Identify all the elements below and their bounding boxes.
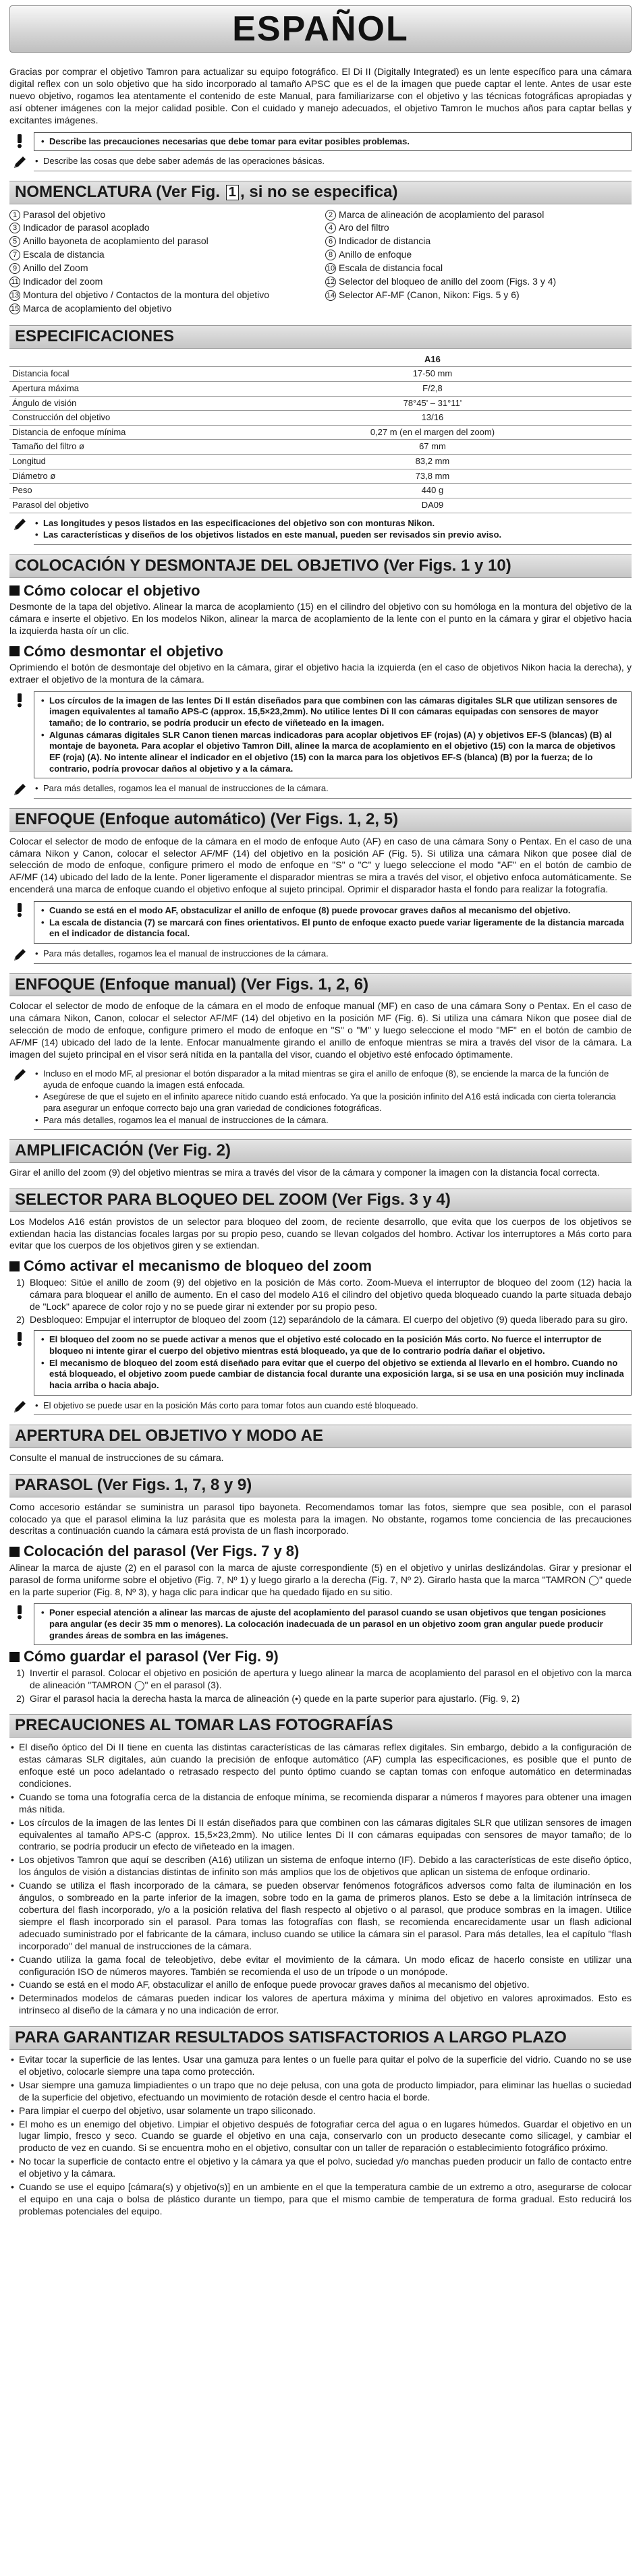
legend-operation-text: • Describe las cosas que debe saber además de las operaciones básicas. [34,156,632,167]
note-item: • Las longitudes y pesos listados en las especificaciones del objetivo son con monturas Nikon. [34,518,632,529]
detach-lens-text: Oprimiendo el botón de desmontaje del objetivo en la cámara, girar el objetivo hacia la izquierda (en el caso de objetivos Nikon hacia la derecha), y extraer el objetivo de la montura de la cámara. [9,662,632,685]
note-item: • Para más detalles, rogamos lea el manual de instrucciones de la cámara. [34,948,632,960]
table-row [9,396,632,411]
zoomlock-warning [9,1330,632,1395]
zoomlock-steps [16,1277,632,1327]
spec-value: 67 mm [233,440,632,455]
nomenclature-grid [9,208,632,316]
pencil-icon [9,781,30,797]
nomenclature-heading-post: , si no se especifica) [240,182,398,201]
aperture-text: Consulte el manual de instrucciones de su cámara. [9,1452,224,1463]
pencil-icon [9,154,30,170]
note-item: • Las características y diseños de los objetivos listados en este manual, pueden ser revisados sin previo aviso. [34,529,632,541]
section-hood-header: PARASOL (Ver Figs. 1, 7, 8 y 9) [9,1474,632,1497]
part-label: Marca de alineación de acoplamiento del parasol [339,208,545,220]
zoomlock-activate-subheader: Cómo activar el mecanismo de bloqueo del zoom [9,1257,632,1275]
hood-text: Como accesorio estándar se suministra un parasol tipo bayoneta. Recomendamos tomar las fotos, siempre que sea posible, con el parasol colocado ya que el parasol elimina la luz parásita que es molesta para la imagen. No obstante, rogamos tome conciencia de las precauciones descritas a continuación cuando la cámara está provista de un flash incorporado. [9,1501,632,1537]
part-label: Selector AF-MF (Canon, Nikon: Figs. 5 y 6) [339,289,520,301]
section-mount-header: COLOCACIÓN Y DESMONTAJE DEL OBJETIVO (Ver Figs. 1 y 10) [9,554,632,578]
spec-label: Tamaño del filtro ø [9,440,233,455]
part-number-badge: 15 [10,304,20,313]
part-number-badge: 3 [9,223,20,233]
part-number-badge: 13 [10,291,20,299]
hood-store-subheader: Cómo guardar el parasol (Ver Fig. 9) [9,1648,632,1665]
spec-label: Construcción del objetivo [9,411,233,426]
part-label: Indicador de distancia [339,235,431,247]
nomenclature-item [325,275,632,289]
part-number-badge: 2 [325,210,336,221]
detach-lens-subheader: Cómo desmontar el objetivo [9,643,632,660]
autofocus-text: Colocar el selector de modo de enfoque de la cámara en el modo de enfoque Auto (AF) en caso de una cámara Sony o Pentax. En el caso de una cámara Nikon y Canon, colocar el selector AF/MF (14) del objetivo en la posición AF (Fig. 5). Si utiliza una cámara Nikon que posee dial de selección de modo de enfoque, configure primero el modo de enfoque en "S" o "C" y luego seleccione el modo "AF" en el botón de cambio de AF/MF (14) ubicado del lado de la lente. Poner ligeramente el disparador mientras se mira a través del visor, el objetivo enfoca automáticamente. Se encenderá una marca de enfoque cuando el objetivo enfoque al sujeto principal. Oprimir el disparador hasta el fondo para realizar la fotografía. [9,835,632,895]
list-item: • Cuando se está en el modo AF, obstaculizar el anillo de enfoque puede provocar graves daños al mecanismo del objetivo. [9,1979,632,1991]
note-item: • Incluso en el modo MF, al presionar el botón disparador a la mitad mientras se gira el anillo de enfoque (8), se enciende la marca de la función de ayuda de enfoque cuando la imagen está enfocada. [34,1068,632,1091]
part-number-badge: 6 [325,236,336,247]
hood-attach-subheader: Colocación del parasol (Ver Figs. 7 y 8) [9,1543,632,1560]
list-item: • Cuando se toma una fotografía cerca de la distancia de enfoque mínima, se recomienda disparar a números f mayores para obtener una imagen más nítida. [9,1792,632,1816]
part-label: Anillo bayoneta de acoplamiento del parasol [23,235,208,247]
note-item: • Para más detalles, rogamos lea el manual de instrucciones de la cámara. [34,1115,632,1126]
spec-value: F/2,8 [233,381,632,396]
spec-label: Ángulo de visión [9,396,233,411]
nomenclature-item [9,289,316,302]
part-number-badge: 10 [326,264,335,273]
part-number-badge: 1 [9,210,20,221]
list-item: • El moho es un enemigo del objetivo. Limpiar el objetivo después de fotografiar cerca del agua o en lugares húmedos. Guardar el objetivo en un lugar limpio, fresco y seco. Cuando se guarde el objetivo en una caja, conservarlo con un producto desecante como silicagel, y cambiar el producto de vez en cuando. Si se encuentra moho en el objetivo, consultar con un taller de reparación o establecimiento fotográfico próximo. [9,2119,632,2155]
square-bullet-icon [9,1547,20,1557]
part-label: Montura del objetivo / Contactos de la montura del objetivo [23,289,269,301]
part-number-badge: 9 [9,263,20,274]
warning-exclamation-icon [9,1330,30,1346]
spec-value: DA09 [233,498,632,513]
section-precautions-header: PRECAUCIONES AL TOMAR LAS FOTOGRAFÍAS [9,1714,632,1738]
warning-exclamation-icon [9,1603,30,1620]
nomenclature-left-column [9,208,316,316]
spec-label: Longitud [9,455,233,469]
spec-value: 73,8 mm [233,469,632,484]
warning-exclamation-icon [9,691,30,708]
note-item: • El objetivo se puede usar en la posición Más corto para tomar fotos aun cuando esté bloqueado. [34,1400,632,1412]
part-label: Escala de distancia focal [339,262,443,274]
legend-warning-text: • Describe las precauciones necesarias que debe tomar para evitar posibles problemas. [40,136,625,148]
part-label: Anillo de enfoque [339,249,412,260]
table-row [9,455,632,469]
table-row [9,367,632,382]
title-banner [9,5,632,53]
specs-model: A16 [233,353,632,367]
warning-item: • El bloqueo del zoom no se puede activar a menos que el objetivo esté colocado en la posición Más corto. No fuerce el interruptor de bloqueo ni intente girar el cuerpo del objetivo mientras está bloqueado, ya que de lo contrario podría dañar el objetivo. [40,1334,625,1356]
list-item: • Cuando se use el equipo [cámara(s) y objetivo(s)] en un ambiente en el que la temperatura cambie de un extremo a otro, asegurarse de colocar el equipo en una caja o bolsa de plástico durante un tiempo, para que el mismo cambie de temperatura de forma gradual. Esto reducirá los problemas potenciales del equipo. [9,2181,632,2218]
warning-exclamation-icon [9,132,30,148]
section-longterm-header: PARA GARANTIZAR RESULTADOS SATISFACTORIOS A LARGO PLAZO [9,2026,632,2050]
list-item: • Para limpiar el cuerpo del objetivo, usar solamente un trapo siliconado. [9,2105,632,2117]
nomenclature-item [325,289,632,302]
hood-attach-text: Alinear la marca de ajuste (2) en el parasol con la marca de ajuste correspondiente (5) en el objetivo y unirlas deslizándolas. Girar y presionar el parasol de forma uniforme sobre el objetivo (Fig. 7, Nº 1) y luego girarlo a la derecha (Fig. 7, Nº 2). Girarlo hasta que la marca "TAMRON ◯" quede en la parte superior (Fig. 8, Nº 3), y haga clic para indicar que ha quedado fijado en su sitio. [9,1562,632,1597]
step-item: 1) Invertir el parasol. Colocar el objetivo en posición de apertura y luego alinear la marca de acoplamiento del parasol en el objetivo con la marca de alineación "TAMRON ◯" en el parasol (3). [16,1667,632,1690]
part-number-badge: 4 [325,223,336,233]
legend-operation-box [34,154,632,171]
nomenclature-item [9,262,316,275]
nomenclature-item [9,302,316,316]
part-label: Marca de acoplamiento del objetivo [23,302,172,314]
step-item: 2) Desbloqueo: Empujar el interruptor de bloqueo del zoom (12) separándolo de la cámara. El cuerpo del objetivo (9) queda liberado para su giro. [16,1314,628,1325]
part-number-badge: 7 [9,250,20,260]
list-item: • Los objetivos Tamron que aquí se describen (A16) utilizan un sistema de enfoque interno (IF). Debido a las características de este diseño óptico, los ángulos de visión a distancias distintas de infinito son más amplios que los de objetivos que aplican un sistema de enfoque ordinario. [9,1854,632,1879]
part-label: Parasol del objetivo [23,208,106,220]
list-item: • Determinados modelos de cámaras pueden indicar los valores de apertura máxima y mínima del objetivo en valores aproximados. Esto es intrínseco al diseño de la cámara y no una indicación de error. [9,1993,632,2017]
spec-label: Peso [9,484,233,498]
list-item: • Los círculos de la imagen de las lentes Di II están diseñados para que combinen con las cámaras digitales SLR que utilizan sensores de imagen equivalentes al tamaño APS-C (approx. 15,5×23,2mm). No utilice lentes Di II con cámaras equipadas con sensores de mayor tamaño; de lo contrario, se podría producir un efecto de viñeteado en la imagen. [9,1817,632,1854]
table-row [9,440,632,455]
precautions-list [9,1742,632,2017]
longterm-list [9,2054,632,2218]
part-number-badge: 12 [326,278,335,287]
zoomlock-note [9,1398,632,1416]
note-item: • Para más detalles, rogamos lea el manual de instrucciones de la cámara. [34,783,632,795]
nomenclature-item [9,235,316,248]
manualfocus-text: Colocar el selector de modo de enfoque de la cámara en el modo de enfoque manual (MF) en caso de una cámara Sony o Pentax. En el caso de una cámara Nikon, Canon, colocar el selector AF/MF (14) del objetivo en la posición MF (Fig. 6). Si utiliza una cámara Nikon que posee dial de selección de modo de enfoque, configure primero el modo de enfoque en "S" o "M" y luego seleccione el modo "MF" en el botón de cambio de AF/MF (14) ubicado del lado de la lente. Enfocar manualmente girando el anillo de enfoque mientras se mira a través del visor de la cámara. La imagen del sujeto principal en el visor será nítida en la pantalla del visor, cuando el objetivo esté enfocado óptimamente. [9,1000,632,1060]
square-bullet-icon [9,646,20,656]
zoom-text: Girar el anillo del zoom (9) del objetivo mientras se mira a través del visor de la cámara y componer la imagen con la distancia focal correcta. [9,1166,600,1178]
warning-item: • El mecanismo de bloqueo del zoom está diseñado para evitar que el cuerpo del objetivo se extienda al llevarlo en el hombro. Cuando no está bloqueado, el objetivo zoom puede cambiar de distancia focal durante una exposición larga, si se usa en una posición muy inclinada hacia arriba o hacia abajo. [40,1358,625,1392]
square-bullet-icon [9,585,20,596]
list-item: • Evitar tocar la superficie de las lentes. Usar una gamuza para lentes o un fuelle para quitar el polvo de la superficie del vidrio. Cuando no se use el objetivo, colocarle siempre una tapa como protección. [9,2054,632,2078]
pencil-icon [9,1066,30,1083]
nomenclature-item [325,262,632,275]
note-item: • Asegúrese de que el sujeto en el infinito aparece nítido cuando está enfocado. Ya que la posición infinito del A16 está indicada con cierta tolerancia para asegurar un enfoque correcto bajo una gran variedad de condiciones fotográficas. [34,1091,632,1114]
nomenclature-item [325,235,632,248]
attach-lens-text: Desmonte de la tapa del objetivo. Alinear la marca de acoplamiento (15) en el cilindro del objetivo con su homóloga en la montura del objetivo de la cámara e inserte el objetivo. En los modelos Nikon, alinear la marca de acoplamiento de la lente con el punto en la cámara y girar el objetivo hacia la izquierda hasta oír un clic. [9,600,632,636]
list-item: • El diseño óptico del Di II tiene en cuenta las distintas características de las cámaras reflex digitales. Sin embargo, debido a la configuración de estas cámaras SLR digitales, aún cuando la precisión de enfoque automático (AF) cumpla las especificaciones, es posible que el punto de enfoque esté un poco adelantado o retrasado respecto del punto óptimo cuando se captan tomas con enfoque automático en determinadas condiciones. [9,1742,632,1790]
spec-label: Parasol del objetivo [9,498,233,513]
nomenclature-item [325,221,632,235]
part-label: Indicador del zoom [23,276,103,287]
spec-label: Distancia de enfoque mínima [9,425,233,440]
spec-label: Distancia focal [9,367,233,382]
section-nomenclature-header [9,181,632,204]
warning-exclamation-icon [9,901,30,917]
section-zoom-header: AMPLIFICACIÓN (Ver Fig. 2) [9,1139,632,1163]
autofocus-more-note [9,946,632,964]
nomenclature-item [9,221,316,235]
pencil-icon [9,946,30,963]
spec-value: 78°45' – 31°11' [233,396,632,411]
pencil-icon [9,1398,30,1414]
warning-item: • Algunas cámaras digitales SLR Canon tienen marcas indicadoras para acoplar objetivos EF (rojas) (A) y objetivos EF-S (blancas) (B) al montaje de bayoneta. Para acoplar el objetivo Tamron DiII, alinee la marca de acoplamiento en el objetivo (15) con la marca de objetivos EF (roja) (A). No intente alinear el indicador en el objetivo (15) con la marca para los objetivos EF-S (blanca) (B) por la fuerza; de lo contrario, podría provocar daños al objetivo y a la cámara. [40,730,625,775]
part-number-badge: 8 [325,250,336,260]
section-specs-header: ESPECIFICACIONES [9,325,632,349]
part-label: Escala de distancia [23,249,105,260]
step-item: 2) Girar el parasol hacia la derecha hasta la marca de alineación (•) quede en la parte superior para ajustarlo. (Fig. 9, 2) [16,1692,520,1704]
manual-page [0,5,641,2234]
warning-item: • Cuando se está en el modo AF, obstaculizar el anillo de enfoque (8) puede provocar graves daños al mecanismo del objetivo. [40,905,625,917]
square-bullet-icon [9,1652,20,1662]
section-autofocus-header: ENFOQUE (Enfoque automático) (Ver Figs. 1, 2, 5) [9,808,632,832]
nomenclature-item [325,248,632,262]
part-number-badge: 11 [9,277,20,287]
part-label: Anillo del Zoom [23,262,88,274]
pencil-icon [9,516,30,532]
figure-ref-badge: 1 [226,185,239,200]
part-label: Selector del bloqueo de anillo del zoom (Figs. 3 y 4) [339,276,557,287]
nomenclature-heading-pre: NOMENCLATURA (Ver Fig. [15,182,220,201]
nomenclature-item [9,248,316,262]
attach-lens-subheader: Cómo colocar el objetivo [9,582,632,600]
hood-warning [9,1603,632,1645]
spec-value: 17-50 mm [233,367,632,382]
table-row [9,411,632,426]
part-number-badge: 14 [326,291,335,299]
legend-warning [9,132,632,152]
part-label: Indicador de parasol acoplado [23,222,150,233]
spec-value: 440 g [233,484,632,498]
spec-value: 13/16 [233,411,632,426]
list-item: • Cuando utiliza la gama focal de teleobjetivo, debe evitar el movimiento de la cámara. Un modo eficaz de hacerlo consiste en utilizar una configuración ISO de números mayores. También se recomienda el uso de un trípode o un monópode. [9,1954,632,1978]
part-label: Aro del filtro [339,222,389,233]
legend-operation [9,154,632,171]
legend-warning-box [34,132,632,152]
table-row [9,469,632,484]
hood-store-steps [16,1667,632,1705]
page-title: ESPAÑOL [232,9,409,49]
autofocus-warning [9,901,632,944]
intro-paragraph: Gracias por comprar el objetivo Tamron para actualizar su equipo fotográfico. El Di II (Digitally Integrated) es un lente específico para una cámara digital reflex con un solo objetivo que ha sido incorporado al tamaño APSC que es el de la imagen que puede captar el lente. Antes de usar este nuevo objetivo, rogamos lea atentamente el contenido de este Manual, para familiarizarse con el objetivo y las técnicas fotográficas apropiadas y así obtener imágenes con la mejor calidad posible. Con el cuidado y manejo adecuados, el objetivo Tamron le muchos años para captar bellas y excitantes imágenes. [9,66,632,125]
section-manualfocus-header: ENFOQUE (Enfoque manual) (Ver Figs. 1, 2, 6) [9,973,632,997]
spec-value: 0,27 m (en el margen del zoom) [233,425,632,440]
table-row [9,484,632,498]
manualfocus-notes [9,1066,632,1130]
zoomlock-text: Los Modelos A16 están provistos de un selector para bloqueo del zoom, de reciente desarrollo, que evita que los cuerpos de los objetivos se extiendan hacia las distancias focales largas por su propio peso, cuando se llevan colgados del hombro. Activar los interruptores a Más corto para evitar que los cuerpos de los objetivos giren y se extiendan. [9,1215,632,1251]
mount-more-note [9,781,632,799]
warning-item: • La escala de distancia (7) se marcará con fines orientativos. El punto de enfoque exacto puede variar ligeramente de la distancia marcada en el indicador de distancia focal. [40,917,625,940]
nomenclature-item [325,208,632,222]
table-row [9,425,632,440]
spec-value: 83,2 mm [233,455,632,469]
nomenclature-item [9,275,316,289]
step-item: 1) Bloqueo: Sitúe el anillo de zoom (9) del objetivo en la posición de Más corto. Zoom-Mueva el interruptor de bloqueo del zoom (12) hacia la cámara para bloquear el anillo de aumento. En el caso del modelo A16 el cilindro del objetivo queda bloqueado cuando la parte situada debajo de "Lock" aparece de color rojo y no se puede girar ni extender por su propio peso. [16,1276,632,1312]
spec-label: Apertura máxima [9,381,233,396]
spec-label: Diámetro ø [9,469,233,484]
warning-item: • Poner especial atención a alinear las marcas de ajuste del acoplamiento del parasol cuando se usan objetivos que tengan posiciones para angular (es decir 35 mm o menores). La colocación inadecuada de un parasol en un objetivo zoom gran angular puede producir grandes áreas de sombra en las imágenes. [40,1607,625,1641]
specs-table [9,353,632,513]
list-item: • Usar siempre una gamuza limpiadientes o un trapo que no deje pelusa, con una gota de producto limpiador, para eliminar las huellas o suciedad de la superficie del objetivo, efectuando un movimiento de rotación desde el centro hacia el borde. [9,2080,632,2104]
table-row [9,381,632,396]
mount-warning [9,691,632,778]
table-row [9,498,632,513]
nomenclature-right-column [325,208,632,316]
specs-notes [9,516,632,545]
section-zoomlock-header: SELECTOR PARA BLOQUEO DEL ZOOM (Ver Figs. 3 y 4) [9,1189,632,1212]
part-number-badge: 5 [9,236,20,247]
list-item: • Cuando se utiliza el flash incorporado de la cámara, se pueden observar fenómenos fotográficos adversos como falta de iluminación en los ángulos, o sombreado en la parte inferior de la imagen, sobre todo en la gama de primeros planos. Esto se debe a la limitación intrínseca de cobertura del flash incorporado, y/o a la posición relativa del flash respecto al objetivo o al parasol, que produce sombras en la imagen. Utilice siempre el flash incorporado sin el parasol. Para tomas las fotografías con flash, se recomienda encarecidamente usar un flash adicional adecuado suministrado por el fabricante de la cámara, incluso cuando se utilice la cámara sin el parasol. Para más detalles, lea el capítulo "flash incorporado" del manual de instrucciones de la cámara. [9,1880,632,1952]
section-aperture-header: APERTURA DEL OBJETIVO Y MODO AE [9,1425,632,1448]
nomenclature-item [9,208,316,222]
list-item: • No tocar la superficie de contacto entre el objetivo y la cámara ya que el polvo, suciedad y/o manchas pueden producir un fallo de contacto entre el objetivo y la cámara. [9,2156,632,2180]
warning-item: • Los círculos de la imagen de las lentes Di II están diseñados para que combinen con las cámaras digitales SLR que utilizan sensores de imagen equivalentes al tamaño APS-C (approx. 15,5×23,2mm). No utilice lentes Di II con cámaras equipadas con sensores de mayor tamaño; de lo contrario, se podría producir un efecto de viñeteado en la imagen. [40,695,625,729]
specs-header-row [9,353,632,367]
square-bullet-icon [9,1261,20,1271]
